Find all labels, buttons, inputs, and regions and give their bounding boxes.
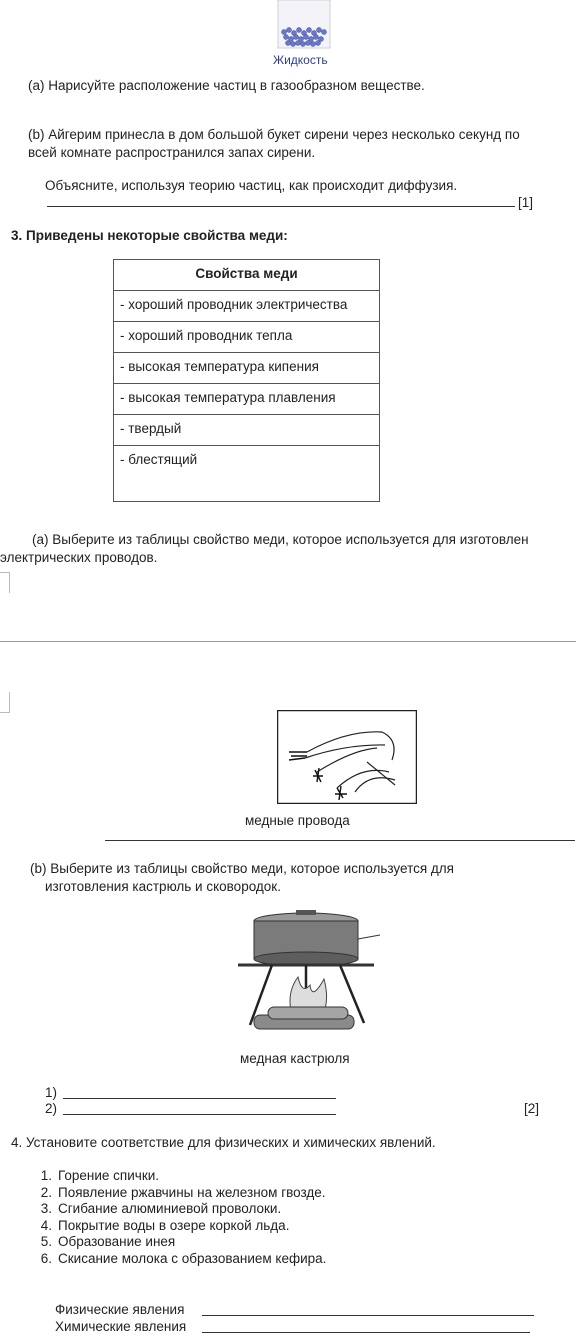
answer-2-line[interactable]: [63, 1114, 336, 1115]
answer-box-corner: [0, 692, 10, 713]
copper-wires-illustration: [277, 710, 417, 804]
q2-answer-line[interactable]: [47, 206, 515, 207]
list-item: 1. Горение спички.: [40, 1168, 160, 1183]
list-item: 3. Сгибание алюминиевой проволоки.: [40, 1201, 282, 1216]
answer-1-label: 1): [45, 1085, 58, 1100]
q3a-answer-line[interactable]: [0, 641, 576, 642]
q2a-text: (a) Нарисуйте расположение частиц в газообразном веществе.: [28, 78, 425, 93]
copper-properties-table: [113, 259, 380, 502]
table-header: Свойства меди: [114, 260, 380, 291]
table-row: - высокая температура плавления: [114, 384, 380, 415]
chemical-answer-line[interactable]: [202, 1332, 530, 1333]
q3a-line2: электрических проводов.: [0, 550, 158, 565]
q2-mark: [1]: [518, 195, 534, 210]
answer-2-label: 2): [45, 1101, 58, 1116]
physical-answer-line[interactable]: [202, 1315, 534, 1316]
q3b-line1: (b) Выберите из таблицы свойство меди, которое используется для: [30, 861, 454, 876]
answer-box-corner: [0, 572, 10, 593]
q2b-line2: всей комнате распространился запах сирени.: [28, 145, 316, 160]
table-row: - блестящий: [114, 446, 380, 502]
table-row: - высокая температура кипения: [114, 353, 380, 384]
physical-label: Физические явления: [55, 1302, 185, 1317]
q3b-line2: изготовления кастрюль и сковородок.: [45, 879, 281, 894]
answer-1-line[interactable]: [63, 1098, 336, 1099]
list-item: 2. Появление ржавчины на железном гвозде.: [40, 1184, 326, 1200]
q3-title: 3. Приведены некоторые свойства меди:: [11, 228, 288, 243]
q2-explain-text: Объясните, используя теорию частиц, как происходит диффузия.: [45, 178, 458, 193]
pot-caption: медная кастрюля: [240, 1051, 350, 1066]
q4-title: 4. Установите соответствие для физических и химических явлений.: [11, 1135, 436, 1150]
wires-caption: медные провода: [245, 813, 350, 828]
table-row: - хороший проводник тепла: [114, 322, 380, 353]
table-row: - твердый: [114, 415, 380, 446]
liquid-beaker-illustration: [270, 0, 340, 52]
chemical-label: Химические явления: [55, 1319, 187, 1334]
copper-pot-illustration: [232, 905, 382, 1045]
list-item: 5. Образование инея: [40, 1234, 176, 1249]
wires-answer-line[interactable]: [105, 840, 575, 841]
phenomena-list: [30, 1168, 326, 1267]
table-row: - хороший проводник электричества: [114, 291, 380, 322]
liquid-caption: Жидкость: [273, 53, 328, 67]
list-item: 6. Скисание молока с образованием кефира.: [40, 1250, 327, 1266]
q2b-line1: (b) Айгерим принесла в дом большой букет сирени через несколько секунд по: [28, 127, 520, 142]
list-item: 4. Покрытие воды в озере коркой льда.: [40, 1217, 290, 1233]
q3a-line1: (a) Выберите из таблицы свойство меди, которое используется для изготовлен: [32, 532, 529, 547]
q3-mark: [2]: [524, 1101, 540, 1116]
